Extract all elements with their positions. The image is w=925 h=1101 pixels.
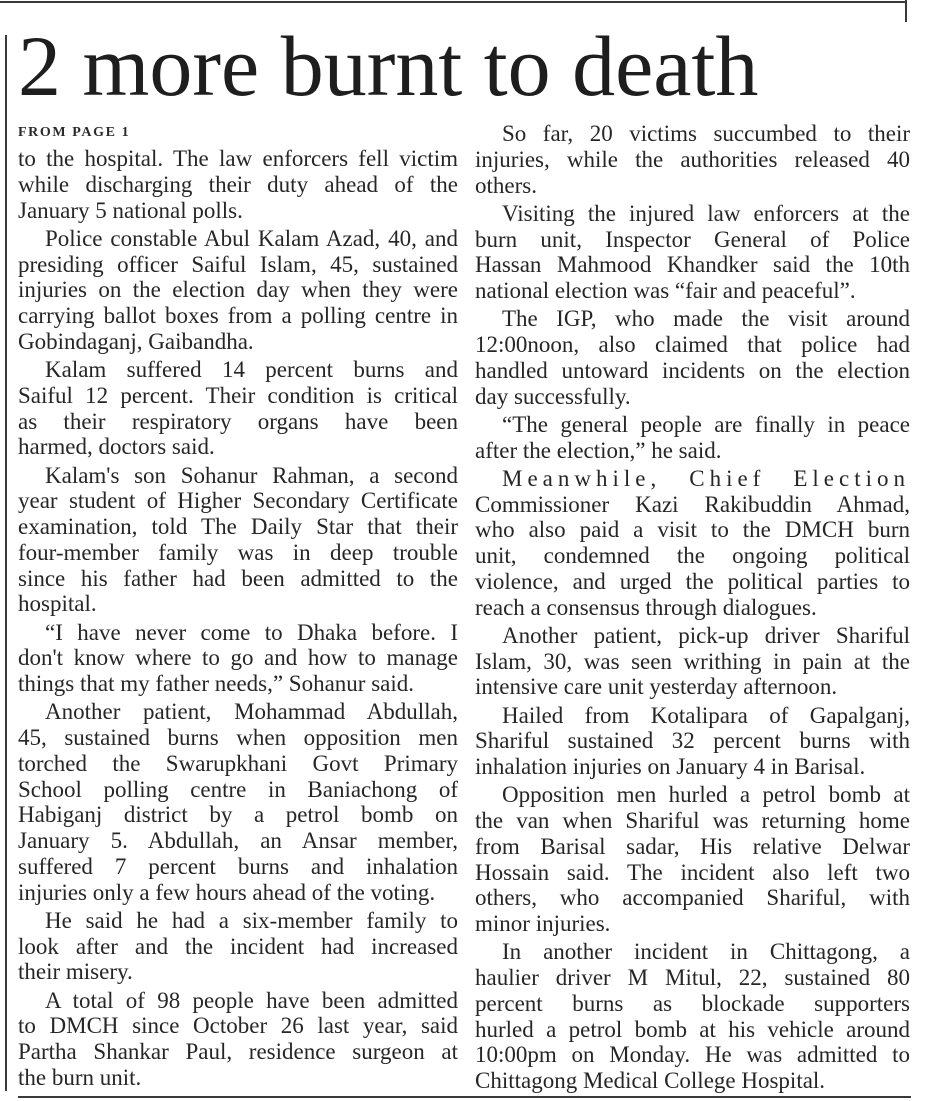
- text-line: the van when Shariful was returning home: [475, 808, 910, 833]
- text-line: handled untoward incidents on the election: [475, 357, 910, 383]
- text-line: national election was “fair and peaceful”.: [475, 278, 856, 303]
- article-paragraph: [475, 939, 910, 1094]
- text-line: Hailed from Kotalipara of Gapalganj,: [502, 702, 910, 728]
- text-line: injuries, while the authorities released 40: [475, 146, 910, 172]
- article-paragraph: [475, 466, 910, 621]
- text-line: “I have never come to Dhaka before. I: [45, 619, 458, 645]
- text-line: So far, 20 victims succumbed to their: [502, 121, 910, 146]
- text-line: day successfully.: [475, 383, 631, 409]
- text-line: Meanwhile, Chief Election: [502, 465, 910, 491]
- text-line: Commissioner Kazi Rakibuddin Ahmad,: [475, 491, 910, 517]
- article-paragraph: [475, 306, 910, 409]
- article-paragraph: [18, 620, 458, 697]
- text-line: 45, sustained burns when opposition men: [18, 725, 458, 750]
- text-line: to the hospital. The law enforcers fell victim: [18, 146, 458, 171]
- text-line: percent burns as blockade supporters: [475, 990, 910, 1016]
- text-line: since his father had been admitted to the: [18, 565, 458, 591]
- article-paragraph: [18, 146, 458, 223]
- bottom-rule: [18, 1096, 911, 1098]
- text-line: Hossain said. The incident also left two: [475, 859, 910, 885]
- text-line: look after and the incident had increased: [18, 933, 458, 959]
- text-line: unit, condemned the ongoing political: [475, 543, 910, 568]
- text-line: Visiting the injured law enforcers at the: [502, 200, 910, 226]
- text-line: Another patient, pick-up driver Shariful: [502, 622, 910, 648]
- text-line: examination, told The Daily Star that their: [18, 514, 458, 539]
- text-line: Kalam's son Sohanur Rahman, a second: [45, 462, 458, 488]
- jump-line: FROM PAGE 1: [18, 125, 131, 140]
- text-line: harmed, doctors said.: [18, 434, 215, 460]
- text-line: hurled a petrol bomb at his vehicle around: [475, 1016, 910, 1042]
- article-paragraph: [18, 357, 458, 460]
- text-line: Chittagong Medical College Hospital.: [475, 1068, 826, 1093]
- text-line: Gobindaganj, Gaibandha.: [18, 328, 254, 354]
- text-line: Shariful sustained 32 percent burns with: [475, 728, 910, 754]
- text-line: Saiful 12 percent. Their condition is critical: [18, 382, 458, 408]
- text-line: year student of Higher Secondary Certificate: [18, 488, 458, 514]
- text-line: reach a consensus through dialogues.: [475, 594, 817, 620]
- text-line: others, who accompanied Shariful, with: [475, 885, 910, 911]
- headline: 2 more burnt to death: [18, 18, 759, 114]
- text-line: hospital.: [18, 591, 97, 617]
- text-line: as their respiratory organs have been: [18, 408, 458, 434]
- text-line: A total of 98 people have been admitted: [45, 987, 458, 1013]
- text-line: presiding officer Saiful Islam, 45, sustained: [18, 251, 458, 277]
- text-line: Police constable Abul Kalam Azad, 40, and: [45, 225, 458, 251]
- text-line: injuries only a few hours ahead of the voting.: [18, 879, 436, 905]
- article-paragraph: [475, 412, 910, 464]
- right-column: [475, 121, 910, 1094]
- text-line: January 5. Abdullah, an Ansar member,: [18, 828, 458, 853]
- text-line: torched the Swarupkhani Govt Primary: [18, 750, 458, 776]
- article-paragraph: [475, 623, 910, 700]
- article-paragraph: [475, 703, 910, 780]
- article-paragraph: [18, 226, 458, 355]
- text-line: Another patient, Mohammad Abdullah,: [45, 699, 458, 725]
- text-line: four-member family was in deep trouble: [18, 539, 458, 565]
- text-line: In another incident in Chittagong, a: [502, 939, 910, 965]
- text-line: carrying ballot boxes from a polling centre in: [18, 303, 458, 328]
- text-line: Partha Shankar Paul, residence surgeon at: [18, 1039, 458, 1064]
- text-line: 12:00noon, also claimed that police had: [475, 332, 910, 357]
- text-line: The IGP, who made the visit around: [502, 306, 910, 332]
- text-line: the burn unit.: [18, 1064, 142, 1090]
- text-line: minor injuries.: [475, 911, 611, 936]
- article-paragraph: [475, 121, 910, 198]
- text-line: things that my father needs,” Sohanur said.: [18, 671, 415, 696]
- text-line: Habiganj district by a petrol bomb on: [18, 802, 458, 828]
- text-line: don't know where to go and how to manage: [18, 645, 458, 671]
- text-line: their misery.: [18, 959, 133, 985]
- text-line: intensive care unit yesterday afternoon.: [475, 674, 838, 700]
- text-line: Opposition men hurled a petrol bomb at: [502, 782, 910, 808]
- text-line: while discharging their duty ahead of the: [18, 171, 458, 197]
- text-line: injuries on the election day when they were: [18, 277, 458, 303]
- text-line: Islam, 30, was seen writhing in pain at the: [475, 648, 910, 674]
- text-line: Kalam suffered 14 percent burns and: [45, 357, 458, 382]
- article-paragraph: [18, 908, 458, 985]
- left-vertical-rule: [5, 35, 7, 1091]
- top-rule: [0, 1, 907, 3]
- article-paragraph: [18, 699, 458, 905]
- text-line: Hassan Mahmood Khandker said the 10th: [475, 252, 910, 278]
- left-column: [18, 146, 458, 1091]
- text-line: He said he had a six-member family to: [45, 907, 458, 933]
- text-line: who also paid a visit to the DMCH burn: [475, 517, 910, 543]
- text-line: from Barisal sadar, His relative Delwar: [475, 833, 910, 859]
- text-line: inhalation injuries on January 4 in Barisal.: [475, 754, 866, 779]
- text-line: haulier driver M Mitul, 22, sustained 80: [475, 965, 910, 990]
- text-line: suffered 7 percent burns and inhalation: [18, 853, 458, 879]
- article-paragraph: [18, 988, 458, 1091]
- article-paragraph: [18, 463, 458, 618]
- text-line: 10:00pm on Monday. He was admitted to: [475, 1042, 910, 1068]
- text-line: burn unit, Inspector General of Police: [475, 226, 910, 252]
- text-line: School polling centre in Baniachong of: [18, 776, 458, 802]
- text-line: “The general people are finally in peace: [502, 411, 910, 437]
- text-line: violence, and urged the political parties to: [475, 568, 910, 594]
- text-line: to DMCH since October 26 last year, said: [18, 1013, 458, 1039]
- article-paragraph: [475, 782, 910, 937]
- article-paragraph: [475, 201, 910, 304]
- top-right-tick: [905, 0, 907, 22]
- text-line: others.: [475, 172, 537, 198]
- text-line: after the election,” he said.: [475, 437, 722, 463]
- text-line: January 5 national polls.: [18, 197, 243, 223]
